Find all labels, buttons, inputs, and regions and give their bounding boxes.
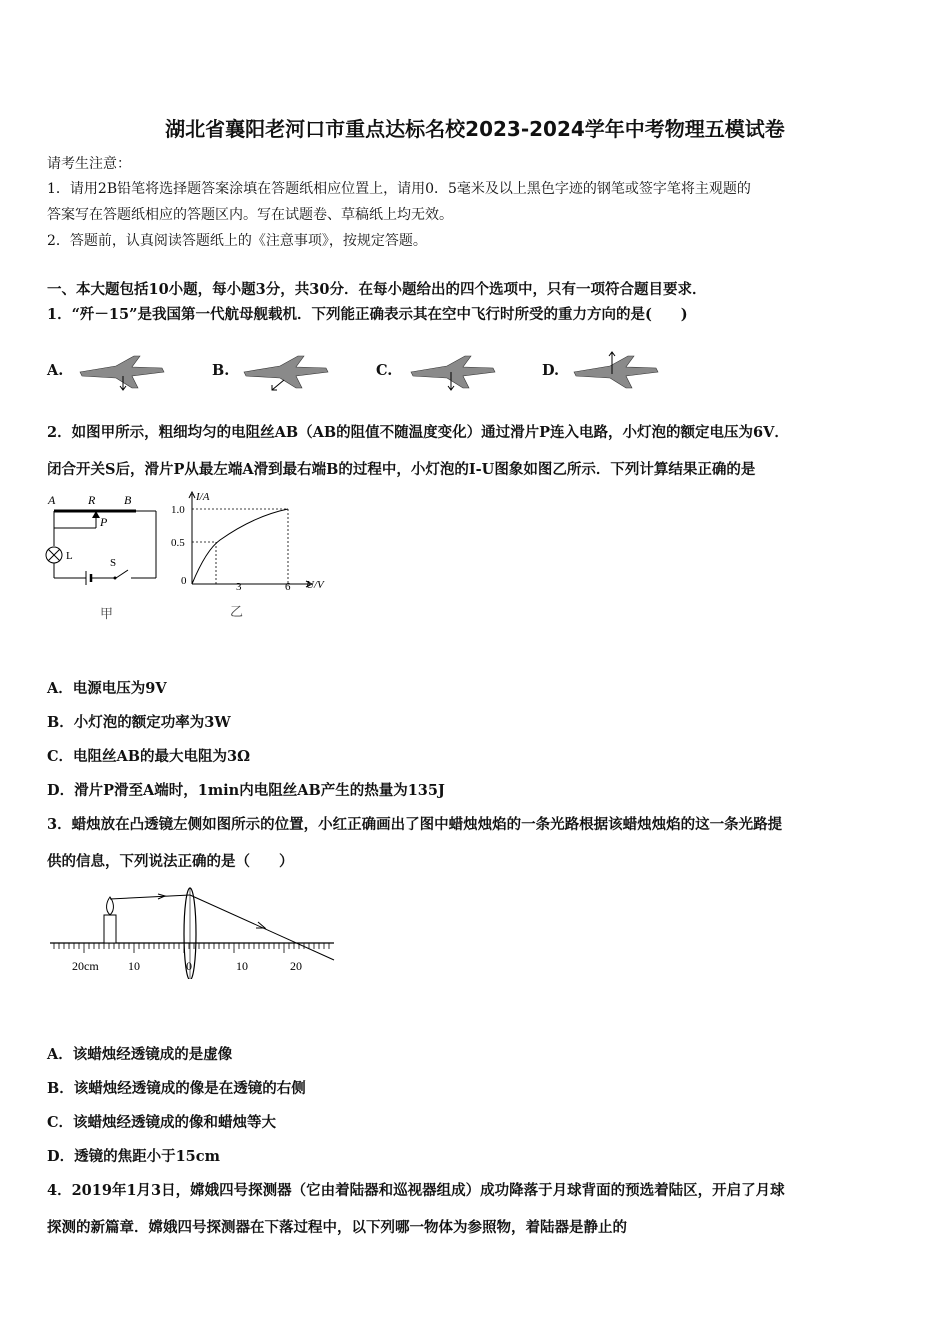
q3-option-a: A．该蜡烛经透镜成的是虚像 — [47, 1046, 233, 1063]
label-l: L — [66, 550, 73, 562]
caption-yi: 乙 — [230, 604, 244, 619]
jet-image-b — [240, 350, 330, 394]
light-ray-1 — [110, 895, 190, 899]
q4-stem-line-2: 探测的新篇章．嫦娥四号探测器在下落过程中，以下列哪一物体为参照物，着陆器是静止的 — [47, 1219, 627, 1236]
q4-stem-line-1: 4．2019年1月3日，嫦娥四号探测器（它由着陆器和巡视器组成）成功降落于月球背面的预选着陆区，开启了月球 — [47, 1182, 785, 1199]
notice-item-1-line-1: 1．请用2B铅笔将选择题答案涂填在答题纸相应位置上，请用0．5毫米及以上黑色字迹的钢笔或签字笔将主观题的 — [47, 181, 751, 197]
q2-option-b: B．小灯泡的额定功率为3W — [47, 714, 231, 731]
q1-stem: 1．“歼－15”是我国第一代航母舰载机．下列能正确表示其在空中飞行时所受的重力方向的是( ) — [47, 306, 688, 323]
q3-option-c: C．该蜡烛经透镜成的像和蜡烛等大 — [47, 1114, 277, 1131]
ruler-10-right: 10 — [236, 959, 248, 973]
circuit-diagram — [36, 490, 166, 625]
notice-item-2: 2．答题前，认真阅读答题纸上的《注意事项》，按规定答题。 — [47, 233, 427, 249]
graph-origin: 0 — [181, 575, 187, 587]
iu-curve — [192, 509, 288, 584]
q2-stem-line-1: 2．如图甲所示，粗细均匀的电阻丝AB（AB的阻值不随温度变化）通过滑片P连入电路，小灯泡的额定电压为6V． — [47, 424, 789, 441]
page-title: 湖北省襄阳老河口市重点达标名校2023-2024学年中考物理五模试卷 — [165, 117, 785, 141]
q1-option-c-label: C. — [376, 362, 393, 379]
lens-diagram — [44, 884, 344, 979]
q3-option-d: D．透镜的焦距小于15cm — [47, 1148, 220, 1165]
ruler-20-right: 20 — [290, 959, 302, 973]
q1-option-a-label: A. — [47, 362, 64, 379]
graph-ylabel: I/A — [196, 491, 210, 503]
q2-option-c: C．电阻丝AB的最大电阻为3Ω — [47, 748, 251, 765]
ruler-0: 0 — [186, 959, 192, 973]
label-s: S — [110, 557, 117, 569]
candle-flame — [107, 897, 114, 915]
section-heading: 一、本大题包括10小题，每小题3分，共30分．在每小题给出的四个选项中，只有一项符合题目要求． — [47, 281, 707, 298]
q1-option-d-label: D. — [542, 362, 560, 379]
jet-image-c — [407, 350, 497, 394]
y-tick-1: 1.0 — [171, 504, 185, 516]
q2-stem-line-2: 闭合开关S后，滑片P从最左端A滑到最右端B的过程中，小灯泡的I-U图象如图乙所示．下列计算结果正确的是 — [47, 461, 756, 478]
jet-image-d — [570, 346, 660, 394]
label-p: P — [100, 515, 108, 529]
x-tick-3: 3 — [236, 581, 242, 593]
notice-item-1-line-2: 答案写在答题纸相应的答题区内。写在试题卷、草稿纸上均无效。 — [47, 207, 453, 223]
caption-jia: 甲 — [100, 606, 114, 621]
y-tick-05: 0.5 — [171, 537, 185, 549]
q3-option-b: B．该蜡烛经透镜成的像是在透镜的右侧 — [47, 1080, 306, 1097]
ruler-10-left: 10 — [128, 959, 140, 973]
q2-option-d: D．滑片P滑至A端时，1min内电阻丝AB产生的热量为135J — [47, 782, 445, 799]
notice-heading: 请考生注意： — [47, 156, 131, 172]
iu-graph — [170, 488, 340, 628]
ruler-20cm: 20cm — [72, 959, 99, 973]
jet-image-a — [76, 350, 166, 394]
x-tick-6: 6 — [285, 581, 291, 593]
label-b: B — [124, 493, 132, 507]
candle — [104, 915, 116, 943]
q3-stem-line-1: 3．蜡烛放在凸透镜左侧如图所示的位置，小红正确画出了图中蜡烛烛焰的一条光路根据该蜡烛烛焰的这一条光路提 — [47, 816, 783, 833]
graph-xlabel: U/V — [306, 579, 324, 591]
q2-option-a: A．电源电压为9V — [47, 680, 167, 697]
q1-option-b-label: B. — [212, 362, 230, 379]
label-r: R — [88, 493, 96, 507]
q3-stem-line-2: 供的信息，下列说法正确的是（ ） — [47, 853, 294, 870]
label-a: A — [48, 493, 56, 507]
